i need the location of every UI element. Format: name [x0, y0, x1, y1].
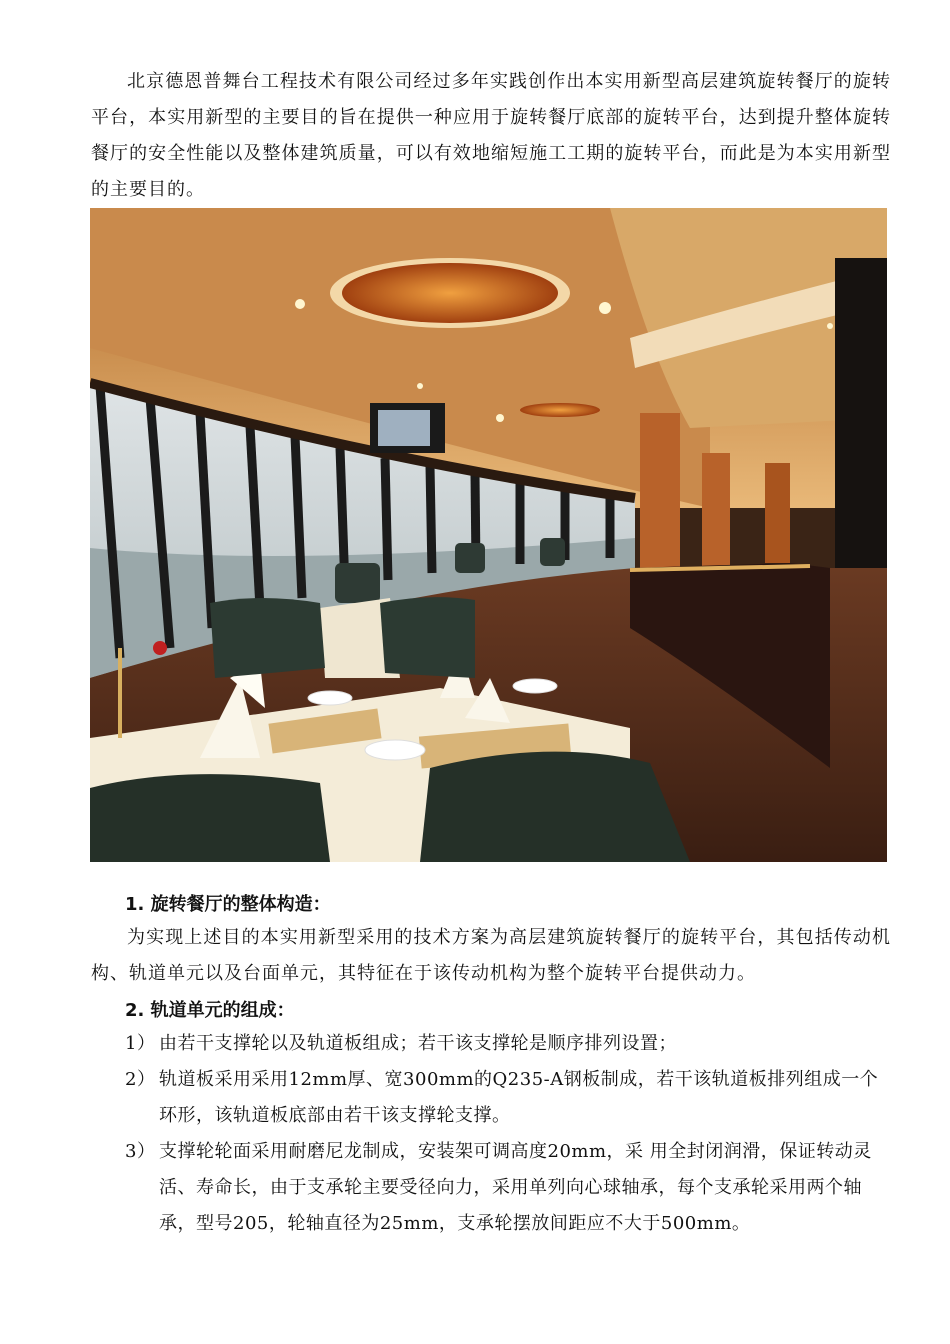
list-item [125, 1026, 893, 1062]
list-item-number: 2） [125, 1069, 156, 1090]
section2-heading: 2. 轨道单元的组成： [125, 1000, 295, 1021]
section1-paragraph: 为实现上述目的本实用新型采用的技术方案为高层建筑旋转餐厅的旋转平台，其包括传动机构、轨道单元以及台面单元，其特征在于该传动机构为整个旋转平台提供动力。 [91, 927, 891, 984]
list-item [125, 1134, 893, 1242]
restaurant-photo [90, 208, 887, 862]
list-item-number: 1） [125, 1033, 156, 1054]
list-item [125, 1062, 893, 1134]
list-item-text: 由若干支撑轮以及轨道板组成；若干该支撑轮是顺序排列设置； [159, 1033, 677, 1054]
list-item-text: 轨道板采用采用12mm厚、宽300mm的Q235-A钢板制成，若干该轨道板排列组成一个环形，该轨道板底部由若干该支撑轮支撑。 [159, 1069, 879, 1126]
section1-heading: 1. 旋转餐厅的整体构造： [125, 894, 331, 915]
list-item-number: 3） [125, 1141, 156, 1162]
intro-paragraph: 北京德恩普舞台工程技术有限公司经过多年实践创作出本实用新型高层建筑旋转餐厅的旋转平台，本实用新型的主要目的旨在提供一种应用于旋转餐厅底部的旋转平台，达到提升整体旋转餐厅的安全性能以及整体建筑质量，可以有效地缩短施工工期的旋转平台，而此是为本实用新型的主要目的。 [91, 71, 891, 200]
list-item-text: 支撑轮轮面采用耐磨尼龙制成，安装架可调高度20mm，采 用全封闭润滑，保证转动灵活、寿命长，由于支承轮主要受径向力，采用单列向心球轴承，每个支承轮采用两个轴承，型号205，轮轴直径为25mm，支承轮摆放间距应不大于500mm。 [159, 1141, 872, 1234]
restaurant-illustration [90, 208, 887, 862]
